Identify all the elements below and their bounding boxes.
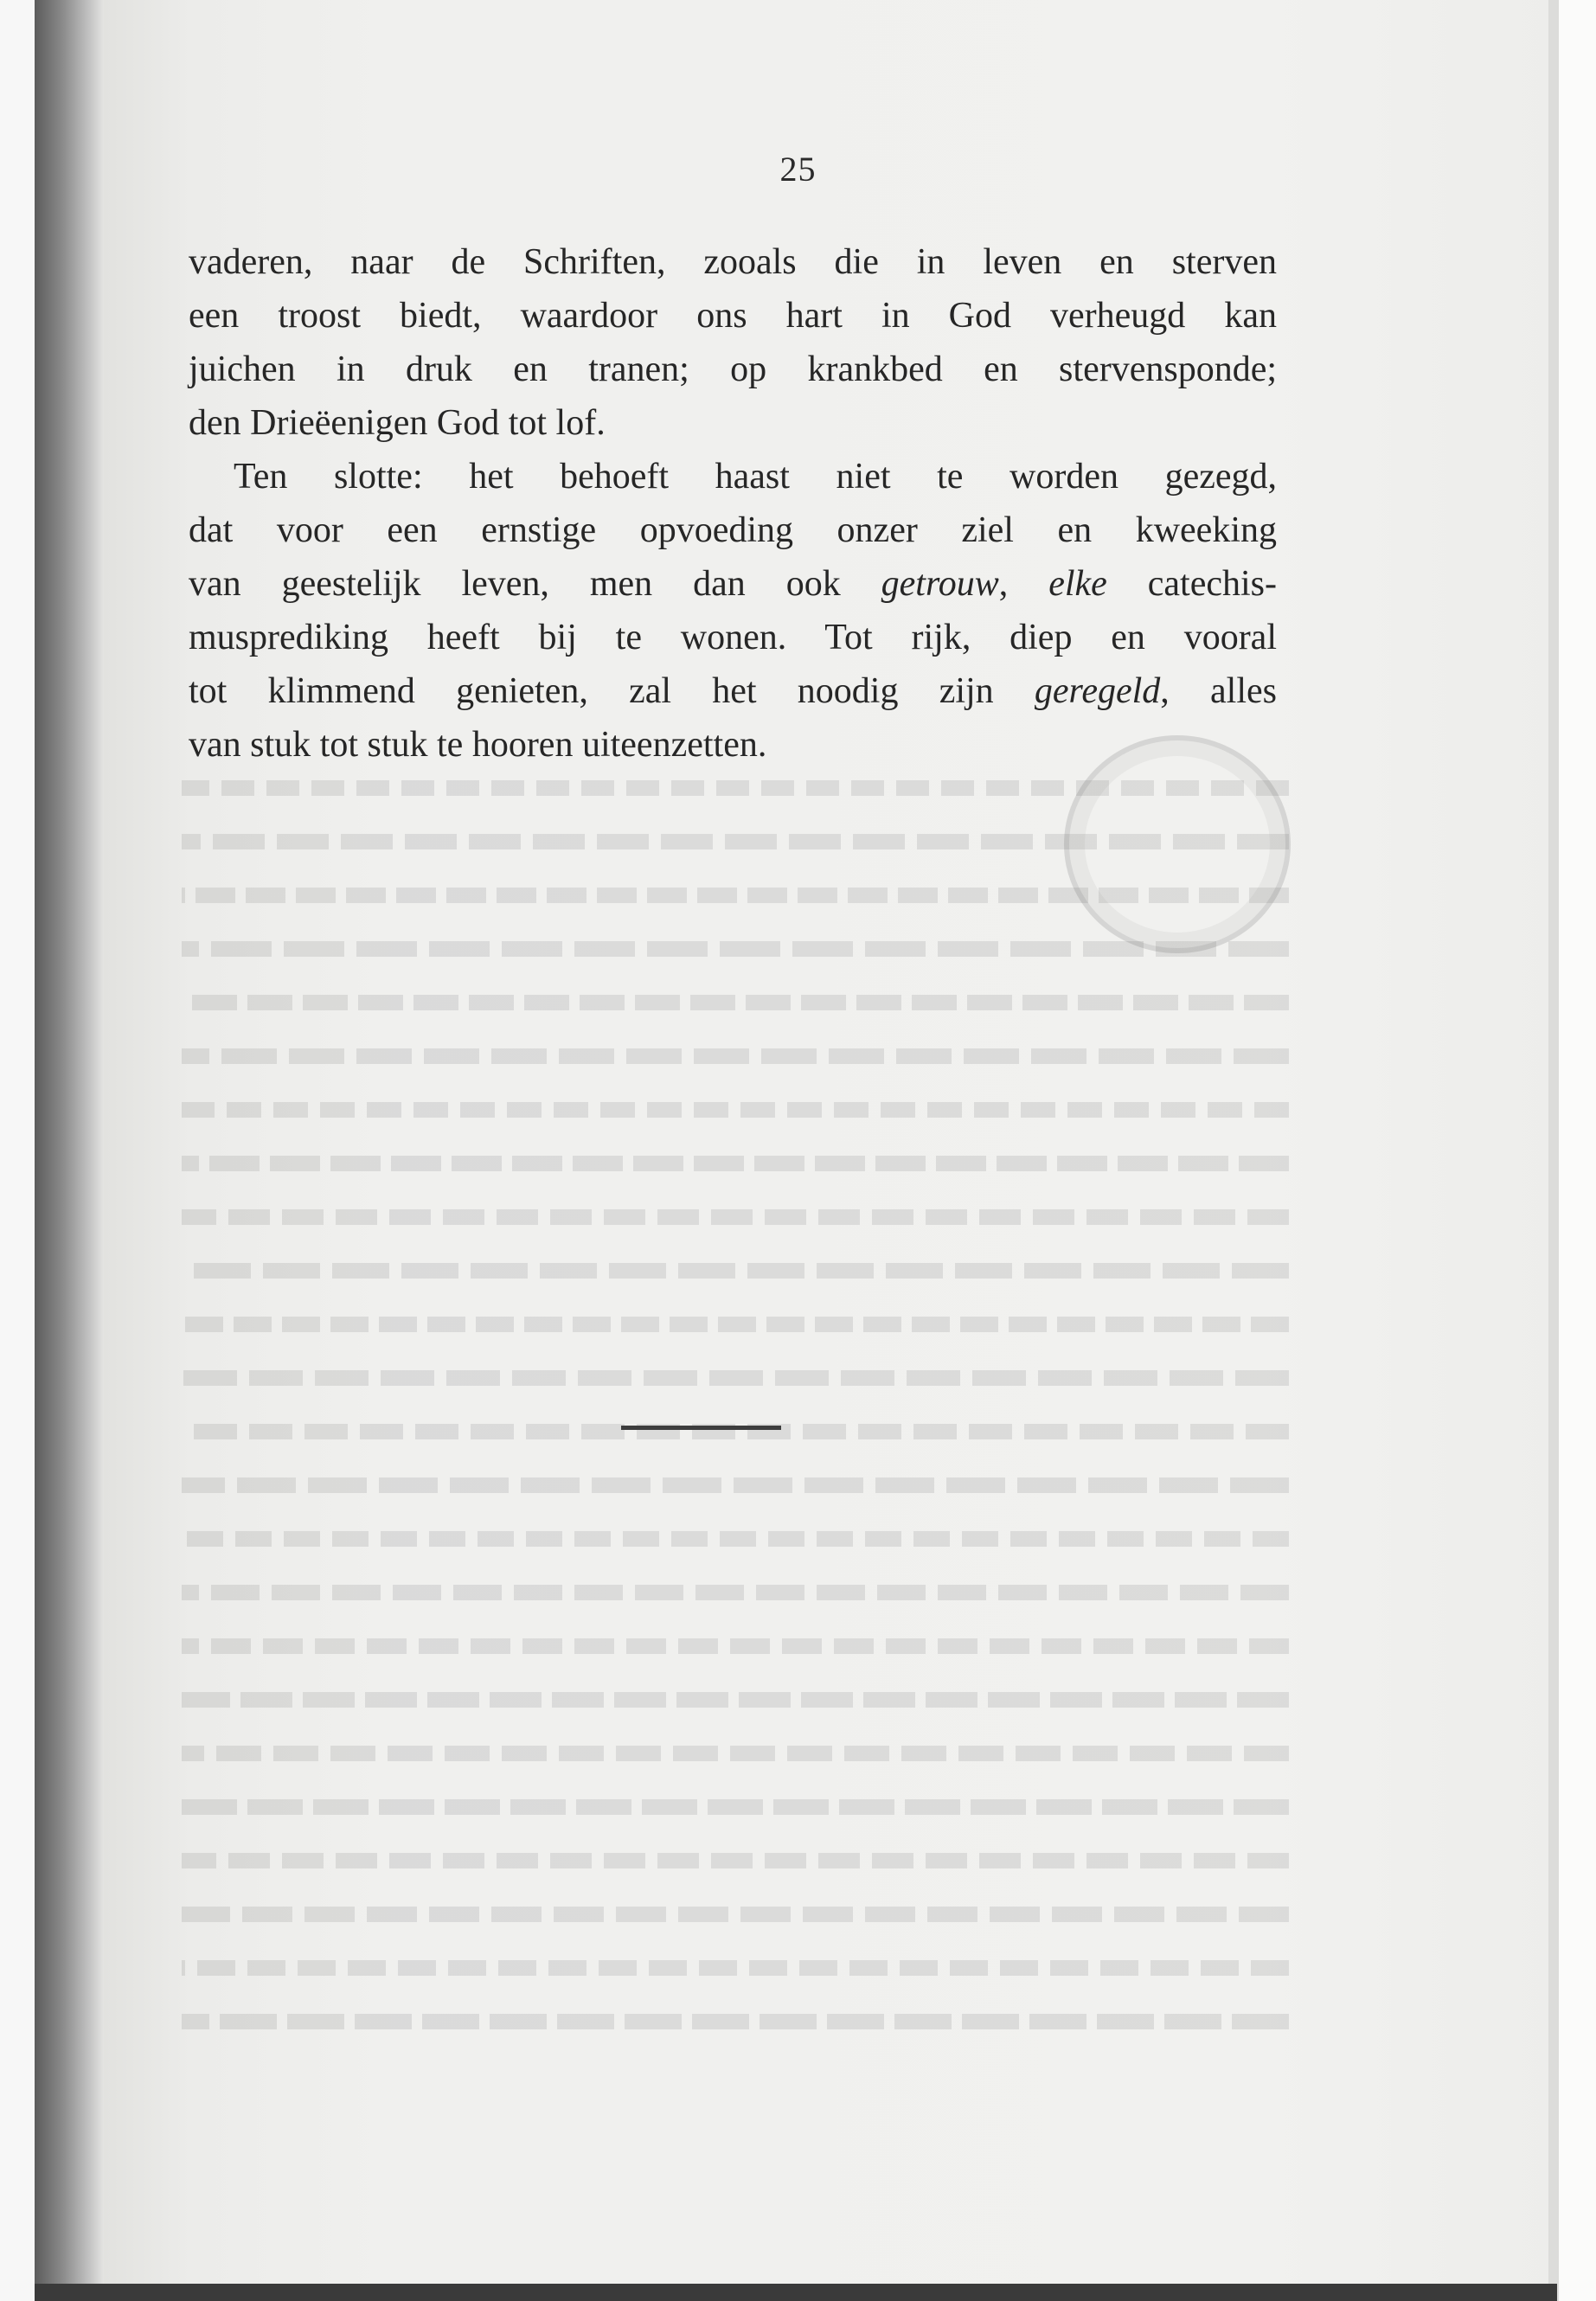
text-segment: van stuk tot stuk te hooren uiteenzetten.	[189, 725, 767, 765]
text-line	[189, 235, 1277, 289]
text-line	[189, 503, 1277, 557]
text-segment: den Drieëenigen God tot lof.	[189, 403, 606, 443]
scan-margin	[0, 0, 35, 2301]
text-segment: een troost biedt, waardoor ons hart in God verheugd kan	[189, 296, 1277, 336]
body-text	[189, 235, 1277, 772]
page-bottom-edge	[35, 2284, 1557, 2301]
text-line	[189, 718, 1277, 772]
text-segment: juichen in druk en tranen; op krankbed en stervensponde;	[189, 349, 1277, 389]
emphasis-text: geregeld	[1034, 671, 1161, 711]
bleed-through-rule	[621, 1426, 781, 1430]
text-segment: catechis-	[1106, 564, 1277, 604]
page-right-edge	[1548, 0, 1559, 2301]
text-line	[189, 557, 1277, 611]
text-segment: dat voor een ernstige opvoeding onzer ziel en kweeking	[189, 510, 1277, 550]
text-line	[189, 343, 1277, 396]
bleed-through-text	[182, 761, 1289, 2076]
text-line	[189, 396, 1277, 450]
text-segment: tot klimmend genieten, zal het noodig zijn	[189, 671, 1035, 711]
book-spine-shadow	[35, 0, 104, 2301]
page-number: 25	[779, 150, 817, 189]
text-line	[189, 289, 1277, 343]
emphasis-text: elke	[1048, 564, 1107, 604]
text-segment: Ten slotte: het behoeft haast niet te worden gezegd,	[234, 457, 1277, 497]
text-segment: , alles	[1160, 671, 1277, 711]
text-segment: vaderen, naar de Schriften, zooals die in leven en sterven	[189, 242, 1277, 282]
text-segment: musprediking heeft bij te wonen. Tot rijk, diep en vooral	[189, 618, 1277, 657]
text-line	[189, 611, 1277, 664]
text-line	[189, 664, 1277, 718]
text-line	[189, 450, 1277, 503]
text-segment: ,	[998, 564, 1049, 604]
text-segment: van geestelijk leven, men dan ook	[189, 564, 881, 604]
emphasis-text: getrouw	[881, 564, 999, 604]
